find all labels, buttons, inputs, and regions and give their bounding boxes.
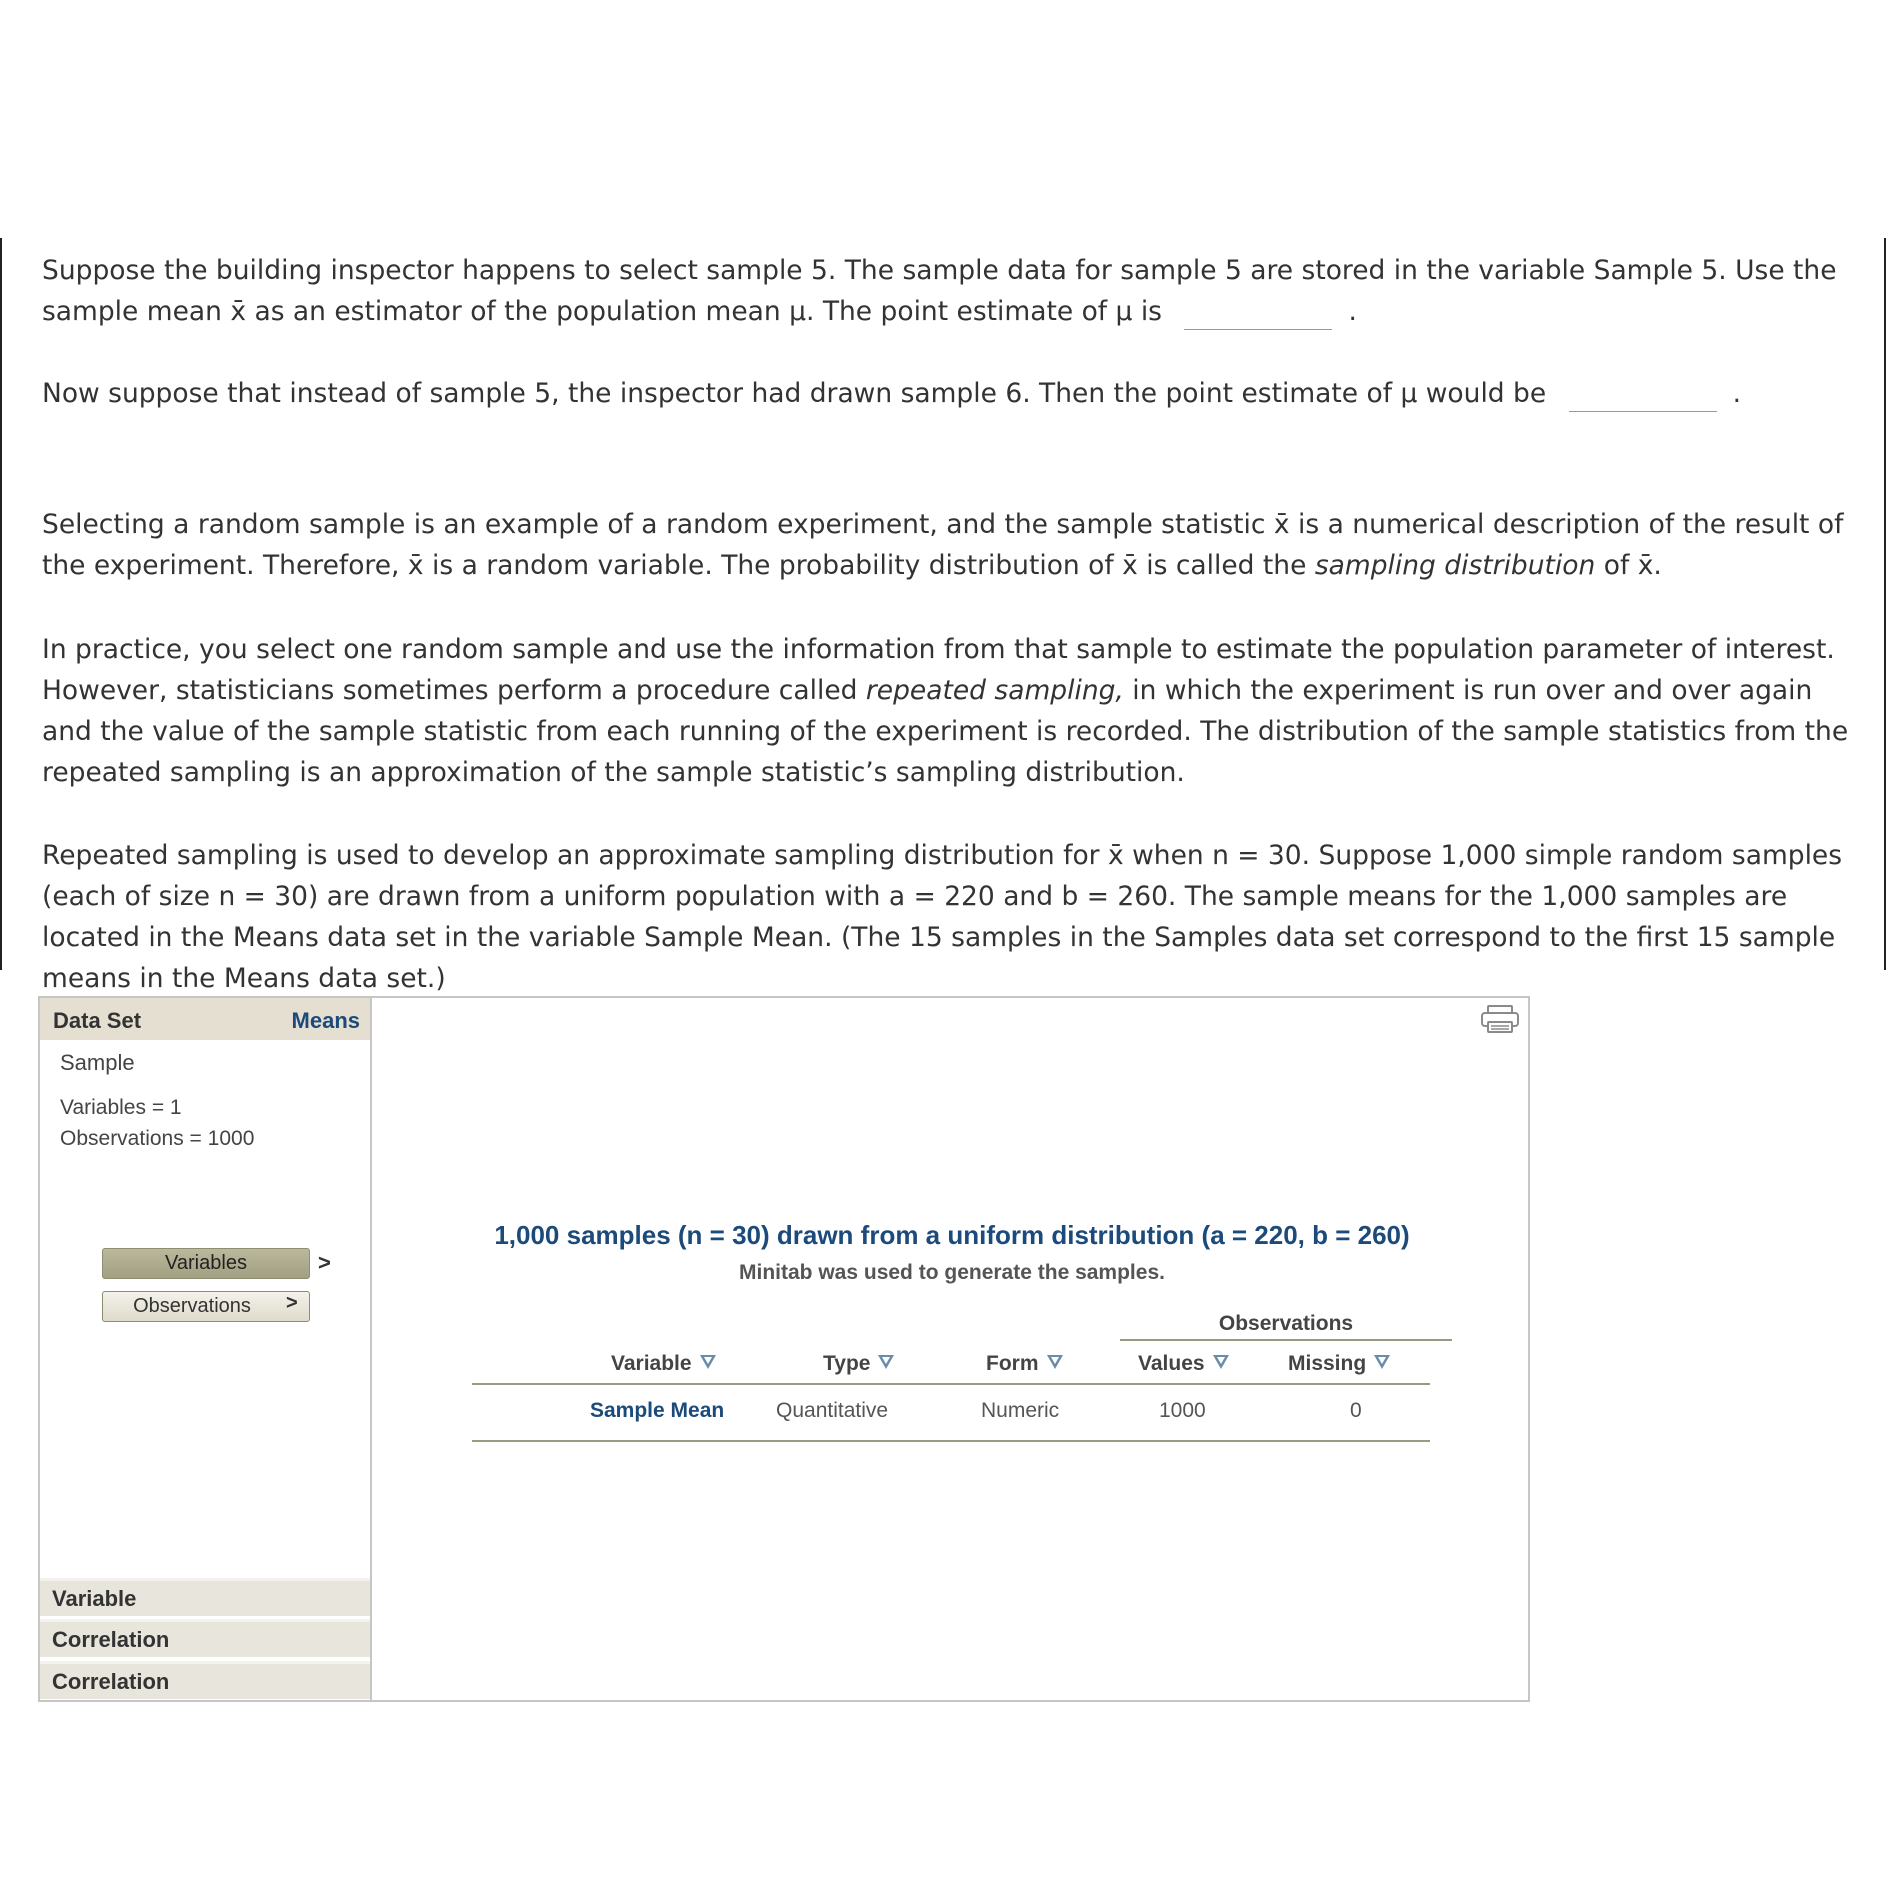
sample-label: Sample bbox=[60, 1050, 135, 1075]
paragraph-text: of x̄. bbox=[1603, 550, 1662, 581]
answer-blank-sample6[interactable] bbox=[1569, 384, 1717, 412]
observations-group-divider bbox=[1120, 1339, 1452, 1341]
sort-triangle-icon bbox=[1047, 1355, 1063, 1369]
data-set-name[interactable]: Means bbox=[291, 1008, 360, 1033]
column-header-form[interactable] bbox=[986, 1352, 1063, 1376]
cell-type: Quantitative bbox=[776, 1399, 889, 1422]
observations-group-header: Observations bbox=[1218, 1312, 1354, 1335]
variables-count: Variables = 1 bbox=[60, 1096, 182, 1119]
sidebar-item-variable[interactable]: Variable bbox=[40, 1578, 370, 1616]
column-header-type[interactable] bbox=[823, 1352, 894, 1376]
column-header-missing[interactable] bbox=[1288, 1352, 1390, 1376]
table-header-divider bbox=[472, 1383, 1430, 1385]
column-label: Values bbox=[1138, 1352, 1205, 1375]
data-set-subtitle: Minitab was used to generate the samples. bbox=[739, 1261, 1165, 1284]
data-set-sidebar bbox=[40, 998, 372, 1700]
paragraph-point-estimate bbox=[42, 250, 1852, 332]
paragraph-means-dataset: Repeated sampling is used to develop an approximate sampling distribution for x̄ when n = 30. Suppose 1,000 simple random samples (each of size n = 30) are drawn from a uniform population with a = 220 and b = 260. The sample means for the 1,000 samples are located in the Means data set in the variable Sample Mean. (The 15 samples in the Samples data set correspond to the first 15 sample means in the Means data set.) bbox=[42, 840, 1843, 994]
column-header-values[interactable] bbox=[1138, 1352, 1229, 1376]
data-set-label: Data Set bbox=[53, 1008, 142, 1033]
variables-button[interactable]: Variables bbox=[102, 1248, 310, 1279]
paragraph-text: Selecting a random sample is an example of a random experiment, and the sample statistic x̄ is a numerical description of the result of the experiment. Therefore, x̄ is a random variable. The probability distribution of x̄ is called the bbox=[42, 509, 1844, 581]
sort-triangle-icon bbox=[700, 1355, 716, 1369]
cell-variable-sample-mean[interactable]: Sample Mean bbox=[590, 1399, 725, 1422]
cell-values: 1000 bbox=[1159, 1399, 1206, 1422]
italic-term: sampling distribution bbox=[1314, 550, 1596, 581]
column-label: Form bbox=[986, 1352, 1039, 1375]
data-set-header bbox=[40, 998, 370, 1040]
observations-button[interactable]: Observations bbox=[102, 1291, 310, 1322]
table-bottom-divider bbox=[472, 1440, 1430, 1442]
sidebar-item-correlation-2[interactable]: Correlation bbox=[40, 1661, 370, 1699]
answer-blank-sample5[interactable] bbox=[1184, 302, 1332, 330]
column-label: Variable bbox=[611, 1352, 692, 1375]
column-header-variable[interactable] bbox=[611, 1352, 716, 1376]
cell-form: Numeric bbox=[981, 1399, 1060, 1422]
paragraph-text: Now suppose that instead of sample 5, the inspector had drawn sample 6. Then the point estimate of μ would be bbox=[42, 378, 1547, 409]
variables-arrow-icon: > bbox=[318, 1250, 331, 1275]
period: . bbox=[1732, 378, 1742, 409]
paragraph-random-variable bbox=[42, 504, 1852, 586]
column-label: Missing bbox=[1288, 1352, 1367, 1375]
printer-icon[interactable] bbox=[1480, 1004, 1520, 1034]
question-text-block bbox=[0, 238, 1886, 994]
data-set-panel bbox=[38, 996, 1530, 1702]
paragraph-text: In practice, you select one random sample and use the information from that sample to estimate the population parameter of interest. However, statisticians sometimes perform a procedure called bbox=[42, 634, 1835, 706]
observations-arrow-icon: > bbox=[286, 1292, 298, 1314]
period: . bbox=[1348, 296, 1357, 327]
cell-missing: 0 bbox=[1350, 1399, 1362, 1422]
column-label: Type bbox=[823, 1352, 871, 1375]
sort-triangle-icon bbox=[878, 1355, 894, 1369]
sort-triangle-icon bbox=[1213, 1355, 1229, 1369]
paragraph-text: Suppose the building inspector happens to select sample 5. The sample data for sample 5 are stored in the variable Sample 5. Use the sample mean x̄ as an estimator of the population mean μ. The point estimate of μ is bbox=[42, 255, 1837, 327]
sidebar-item-correlation[interactable]: Correlation bbox=[40, 1619, 370, 1657]
observations-count: Observations = 1000 bbox=[60, 1127, 255, 1150]
data-set-title: 1,000 samples (n = 30) drawn from a uniform distribution (a = 220, b = 260) bbox=[494, 1220, 1410, 1250]
paragraph-sample6 bbox=[42, 373, 1852, 414]
paragraph-text: in which the experiment is run over and over again and the value of the sample statistic from each running of the experiment is recorded. The distribution of the sample statistics from the repeated sampling is an approximation of the sample statistic’s sampling distribution. bbox=[42, 675, 1849, 788]
paragraph-repeated-sampling bbox=[42, 629, 1852, 793]
sort-triangle-icon bbox=[1374, 1355, 1390, 1369]
italic-term: repeated sampling, bbox=[865, 675, 1124, 706]
